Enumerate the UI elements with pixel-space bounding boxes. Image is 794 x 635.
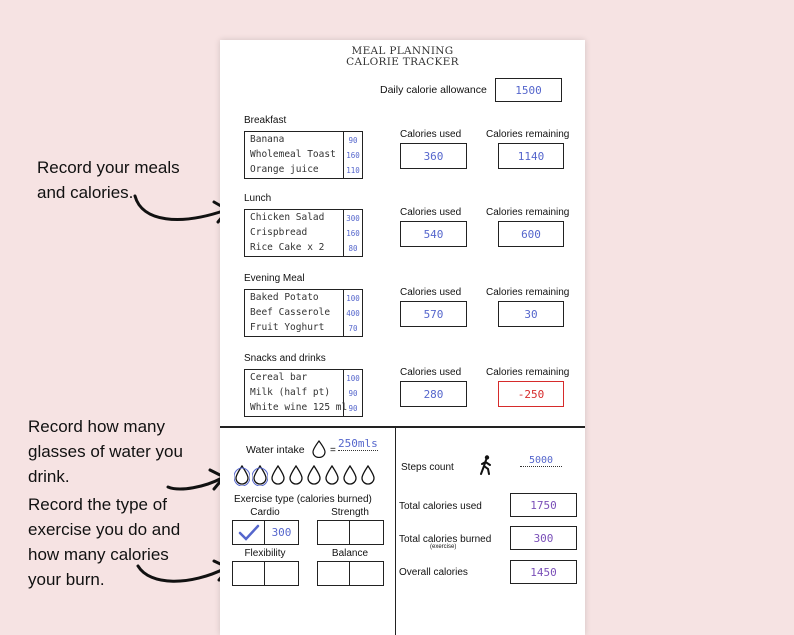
meal-calories-column	[344, 370, 362, 416]
calories-remaining-box[interactable]	[498, 301, 564, 327]
title-line-1: MEAL PLANNING	[351, 45, 454, 57]
calories-used-box[interactable]	[400, 301, 467, 327]
meal-items-column	[245, 132, 344, 178]
walking-person-icon	[478, 455, 494, 475]
water-drop-icon[interactable]	[360, 464, 376, 486]
meal-item[interactable]: Fruit Yoghurt	[250, 322, 325, 333]
meal-calories-column	[344, 132, 362, 178]
calories-used-label: Calories used	[400, 287, 462, 298]
calories-used-box[interactable]	[400, 143, 467, 169]
exercise-type-label: Flexibility	[244, 548, 286, 559]
meal-item[interactable]: Baked Potato	[250, 292, 319, 303]
total-used-box[interactable]	[510, 493, 577, 517]
water-drop-icon[interactable]	[288, 464, 304, 486]
meal-item[interactable]: White wine 125 ml	[250, 402, 348, 413]
meal-item[interactable]: Rice Cake x 2	[250, 242, 325, 253]
calories-used-value: 280	[423, 387, 444, 401]
meal-items-column	[245, 210, 344, 256]
meal-calories-column	[344, 210, 362, 256]
steps-value[interactable]: 5000	[520, 455, 562, 467]
calories-used-label: Calories used	[400, 207, 462, 218]
water-drop-icon[interactable]	[342, 464, 358, 486]
tracker-sheet	[220, 40, 585, 635]
calories-used-box[interactable]	[400, 221, 467, 247]
meal-item[interactable]: Cereal bar	[250, 372, 308, 383]
exercise-checkbox[interactable]	[317, 561, 351, 586]
calories-used-value: 570	[423, 307, 444, 321]
meal-item[interactable]: Crispbread	[250, 227, 308, 238]
meal-item-calories[interactable]: 300	[346, 214, 360, 223]
meal-item-calories[interactable]: 90	[348, 136, 358, 145]
meal-item[interactable]: Milk (half pt)	[250, 387, 331, 398]
meal-item-calories[interactable]: 90	[348, 404, 358, 413]
title-line-2: CALORIE TRACKER	[346, 56, 459, 68]
water-per-glass: 250mls	[338, 437, 378, 450]
meal-items-column	[245, 370, 348, 416]
meal-item[interactable]: Orange juice	[250, 164, 319, 175]
meal-item-calories[interactable]: 70	[348, 324, 358, 333]
meal-items-table	[244, 369, 363, 417]
calories-remaining-value: 600	[521, 227, 541, 241]
annotation-water: Record how many glasses of water you drink.	[28, 417, 183, 486]
meal-name: Evening Meal	[244, 273, 305, 284]
exercise-calories-box[interactable]	[264, 561, 299, 586]
checkmark-icon	[238, 524, 260, 542]
water-drop-filled-icon[interactable]	[252, 464, 268, 486]
calories-remaining-value: 30	[524, 307, 538, 321]
calories-used-value: 360	[423, 149, 444, 163]
meal-item[interactable]: Banana	[250, 134, 285, 145]
exercise-type-label: Cardio	[250, 507, 280, 518]
water-drop-icon[interactable]	[324, 464, 340, 486]
exercise-calories-value: 300	[271, 526, 292, 539]
steps-label: Steps count	[401, 462, 454, 473]
meal-items-column	[245, 290, 344, 336]
overall-box[interactable]	[510, 560, 577, 584]
annotation-meals: Record your meals and calories.	[37, 158, 180, 202]
exercise-calories-box[interactable]	[349, 561, 384, 586]
calories-remaining-value: -250	[517, 387, 545, 401]
water-drop-filled-icon[interactable]	[234, 464, 250, 486]
calories-used-label: Calories used	[400, 129, 462, 140]
exercise-calories-box[interactable]	[264, 520, 299, 545]
meal-name: Lunch	[244, 193, 272, 204]
meal-item-calories[interactable]: 160	[346, 151, 360, 160]
meal-item-calories[interactable]: 110	[346, 166, 360, 175]
exercise-label: Exercise type (calories burned)	[234, 494, 372, 505]
calories-used-box[interactable]	[400, 381, 467, 407]
overall-value: 1450	[530, 565, 557, 579]
calories-used-value: 540	[423, 227, 444, 241]
total-used-value: 1750	[530, 498, 557, 512]
calories-remaining-label: Calories remaining	[486, 129, 570, 140]
water-drop-icon[interactable]	[306, 464, 322, 486]
total-burned-label: Total calories burned	[399, 534, 492, 545]
meal-item[interactable]: Chicken Salad	[250, 212, 325, 223]
meal-item-calories[interactable]: 90	[348, 389, 358, 398]
exercise-calories-box[interactable]	[349, 520, 384, 545]
calories-remaining-label: Calories remaining	[486, 367, 570, 378]
calories-remaining-box[interactable]	[498, 221, 564, 247]
meal-item-calories[interactable]: 100	[346, 374, 360, 383]
water-glasses	[234, 464, 384, 486]
annotation-exercise: Record the type of exercise you do and how many calories your burn.	[28, 495, 181, 589]
calories-remaining-label: Calories remaining	[486, 207, 570, 218]
section-divider	[220, 426, 585, 428]
meal-items-table	[244, 131, 363, 179]
total-burned-box[interactable]	[510, 526, 577, 550]
meal-name: Snacks and drinks	[244, 353, 326, 364]
exercise-type-label: Strength	[331, 507, 369, 518]
column-divider	[395, 426, 396, 635]
meal-calories-column	[344, 290, 362, 336]
total-burned-sublabel: (exercise)	[430, 544, 457, 550]
water-drop-icon[interactable]	[270, 464, 286, 486]
exercise-checkbox[interactable]	[232, 561, 266, 586]
calories-used-label: Calories used	[400, 367, 462, 378]
meal-name: Breakfast	[244, 115, 287, 126]
exercise-type-label: Balance	[331, 548, 369, 559]
allowance-box[interactable]	[495, 78, 562, 102]
total-burned-value: 300	[533, 531, 554, 545]
water-label: Water intake	[246, 444, 305, 456]
overall-label: Overall calories	[399, 567, 468, 578]
meal-item[interactable]: Wholemeal Toast	[250, 149, 336, 160]
meal-item-calories[interactable]: 80	[348, 244, 358, 253]
exercise-checkbox[interactable]	[317, 520, 351, 545]
allowance-value: 1500	[515, 83, 542, 97]
meal-item[interactable]: Beef Casserole	[250, 307, 331, 318]
exercise-checkbox[interactable]	[232, 520, 266, 545]
meal-items-table	[244, 289, 363, 337]
calories-remaining-box[interactable]	[498, 381, 564, 407]
meal-items-table	[244, 209, 363, 257]
meal-item-calories[interactable]: 400	[346, 309, 360, 318]
meal-item-calories[interactable]: 100	[346, 294, 360, 303]
calories-remaining-label: Calories remaining	[486, 287, 570, 298]
calories-remaining-value: 1140	[517, 149, 545, 163]
total-used-label: Total calories used	[399, 501, 482, 512]
allowance-label: Daily calorie allowance	[380, 84, 487, 96]
calories-remaining-box[interactable]	[498, 143, 564, 169]
water-drop-icon	[312, 440, 326, 458]
meal-item-calories[interactable]: 160	[346, 229, 360, 238]
water-equals: =	[330, 445, 336, 456]
